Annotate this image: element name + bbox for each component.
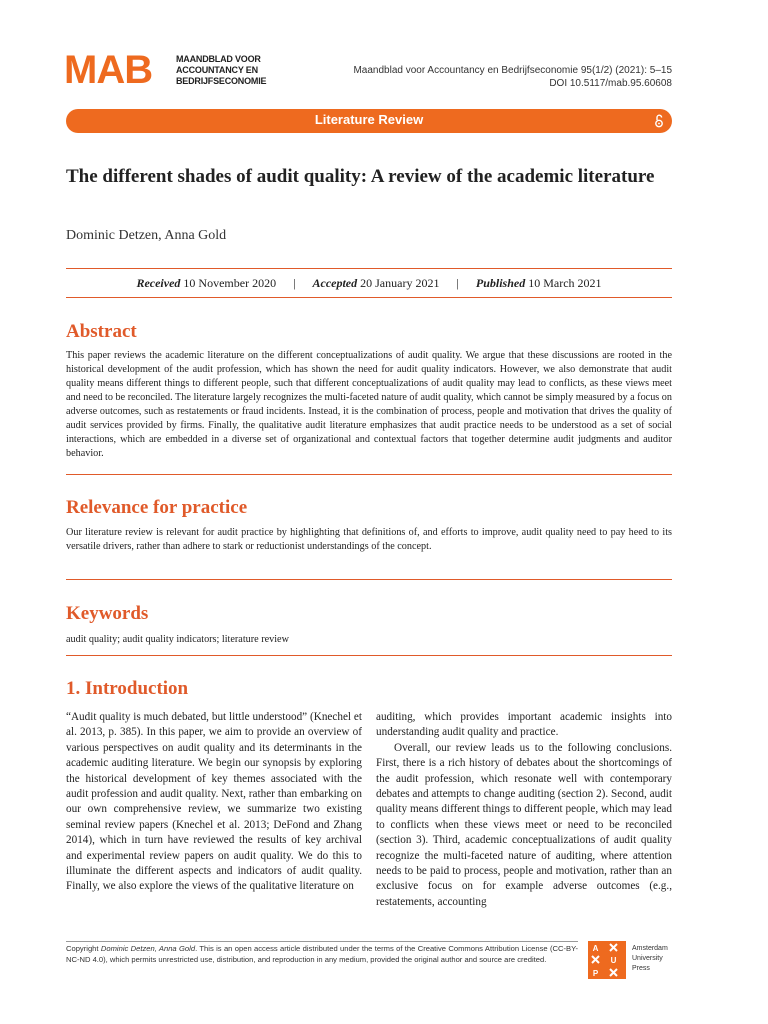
publication-dates [66,276,672,291]
relevance-text: Our literature review is relevant for audit practice by highlighting that definitions of, and efforts to improve, audit quality need to pay heed to its versatile drivers, rather than adhere to stark or reductionist understandings of the concept. [66,527,672,552]
keywords-heading: Keywords [66,603,149,624]
received-date: 10 November 2020 [183,276,277,290]
introduction-heading: 1. Introduction [66,678,189,699]
accepted-date: 20 January 2021 [360,276,440,290]
divider-line [66,474,672,475]
aup-letter: U [610,956,617,965]
logo-sub-line: ACCOUNTANCY EN [176,65,258,75]
footer-divider [66,941,578,942]
section-banner [66,109,672,133]
journal-citation [353,64,672,90]
divider-line [66,268,672,269]
keywords-text: audit quality; audit quality indicators; literature review [66,634,289,645]
accepted-label: Accepted [312,276,358,290]
article-authors: Dominic Detzen, Anna Gold [66,228,227,243]
mab-logo: MAB [64,48,153,92]
aup-logo-icon [588,941,626,979]
intro-paragraph: Overall, our review leads us to the following conclusions. First, there is a rich history of debates about the shortcomings of the audit profession, which resonate well with contemporary debates and attempts to change auditing (section 2). Second, audit quality means different things to different people, which may lead to conflicts when these views meet or need to be reconciled (section 3). Third, academic conceptualizations of audit quality recognize the multi-faceted nature of auditing, where attention needs to be paid to process, people and motivation, rather than an exclusive focus on for example adverse outcomes (e.g., restatements, accounting [376,741,672,908]
copyright-authors: Dominic Detzen, Anna Gold [100,944,196,953]
aup-letter: A [592,944,599,953]
divider-line [66,579,672,580]
divider-line [66,297,672,298]
copyright-notice [66,944,578,965]
date-separator: | [293,276,296,290]
date-separator: | [456,276,459,290]
intro-column-right [376,710,672,910]
abstract-heading: Abstract [66,321,137,342]
published-date: 10 March 2021 [528,276,602,290]
journal-line: Maandblad voor Accountancy en Bedrijfseconomie 95(1/2) (2021): 5–15 [353,65,672,76]
received-label: Received [136,276,181,290]
intro-column-left [66,710,362,895]
open-access-icon [654,114,664,128]
copyright-prefix: Copyright [66,944,99,953]
publisher-line: Press [632,965,650,972]
relevance-heading: Relevance for practice [66,497,248,518]
publisher-line: University [632,955,663,962]
license-text: . This is an open access article distributed under the terms of the Creative Commons Attribution License (CC-BY-NC-ND 4.0), which permits unrestricted use, distribution, and reproduction in any medium, provided the original author and source are credited. [66,944,578,964]
abstract-text: This paper reviews the academic literature on the different conceptualizations of audit quality. We argue that these discussions are rooted in the historical development of the audit profession, which has shown the need for audit quality indicators. However, we also demonstrate that audit quality means different things to different people, such that different conceptualizations of audit quality may lead to conflicts, as these views meet and need to be reconciled. The literature largely recognizes the multi-faceted nature of audit quality, which cannot be simply measured by a focus on adverse outcomes, such as restatements or fraud incidents. Instead, it is the combination of process, people and motivation that drives the quality of audit services provided by firms. Finally, the qualitative audit literature emphasizes that audit practice needs to be understood as a set of social interactions, which are embedded in a diverse set of organizational and contextual factors that together determine audit judgments and auditor behavior. [66,350,672,459]
aup-letter: P [592,969,599,978]
divider-line [66,655,672,656]
intro-paragraph: “Audit quality is much debated, but little understood” (Knechel et al. 2013, p. 385). In this paper, we aim to provide an overview of various perspectives on audit quality and its determinants in the academic auditing literature. We begin our synopsis by exploring the historical development of key themes associated with the audit profession and audit quality. Next, rather than embarking on our own comprehensive review, we summarize two existing seminal review papers (Knechel et al. 2013; DeFond and Zhang 2014), which in turn have reviewed the results of key archival and experimental review papers on audit quality. We do this to illuminate the different aspects and indicators of audit quality. Finally, we also explore the views of the qualitative literature on [66,711,362,893]
banner-label: Literature Review [314,112,424,127]
publisher-line: Amsterdam [632,945,668,952]
publisher-name [632,944,668,974]
logo-sub-line: BEDRIJFSECONOMIE [176,76,267,86]
published-label: Published [475,276,526,290]
article-title: The different shades of audit quality: A review of the academic literature [66,166,655,187]
doi-link[interactable]: DOI 10.5117/mab.95.60608 [549,78,672,89]
intro-paragraph: auditing, which provides important academic insights into understanding audit quality and practice. [376,711,672,739]
logo-sub-line: MAANDBLAD VOOR [176,54,261,64]
mab-logo-subtitle [176,54,266,87]
